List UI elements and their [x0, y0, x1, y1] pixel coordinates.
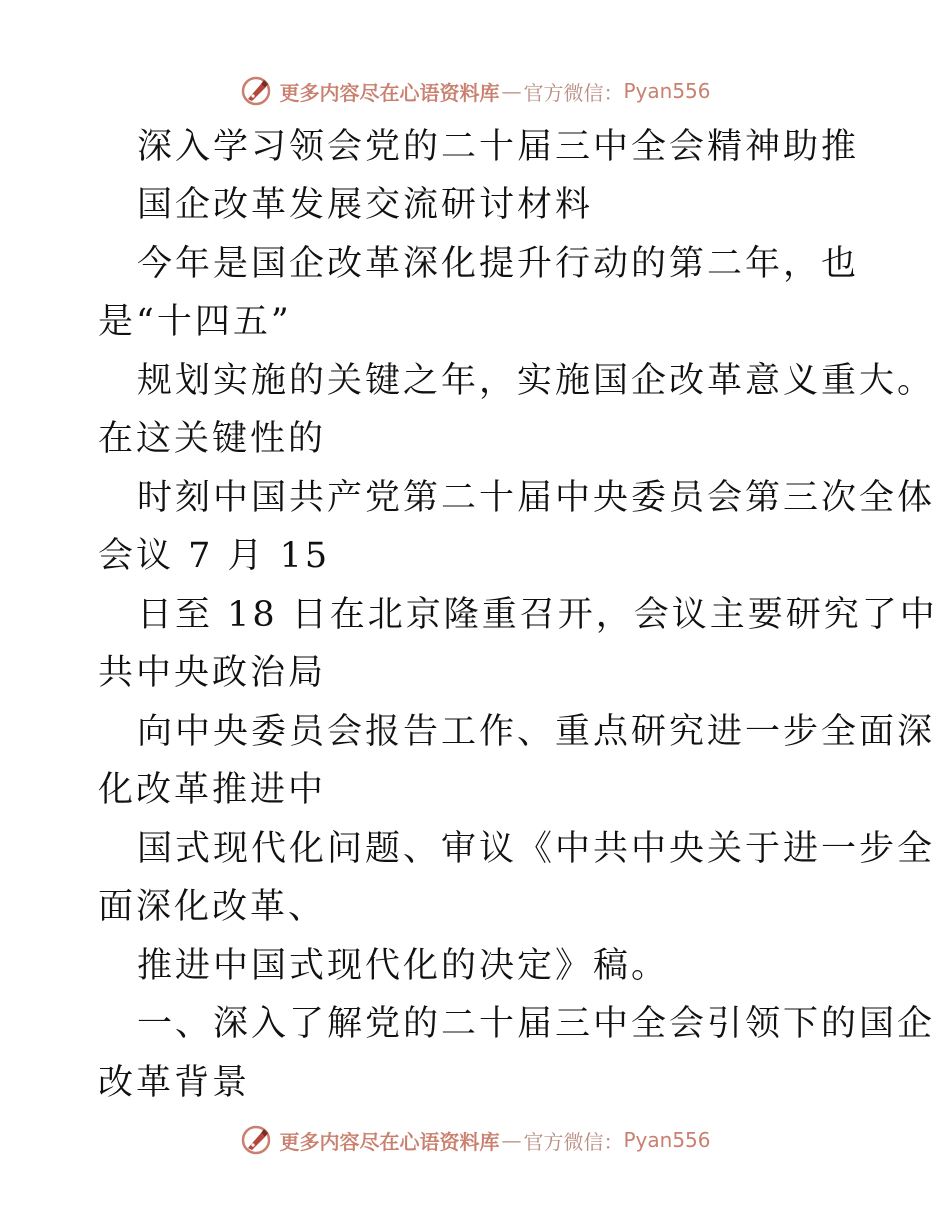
paragraph-line: 推进中国式现代化的决定》稿。: [137, 946, 670, 986]
paragraph-line: 共中央政治局: [98, 653, 327, 693]
doc-title-line-2: 国企改革发展交流研讨材料: [137, 185, 594, 225]
banner-wechat-label: 官方微信：: [523, 1129, 624, 1154]
pen-nib-logo-icon: [239, 74, 273, 108]
footer-banner: [0, 1120, 950, 1160]
doc-title-line-1: 深入学习领会党的二十届三中全会精神助推: [137, 127, 860, 167]
paragraph-line: 日至 18 日在北京隆重召开，会议主要研究了中: [137, 595, 938, 635]
banner-dash: —: [501, 1128, 522, 1152]
paragraph-line: 化改革推进中: [98, 770, 327, 810]
header-banner: [0, 71, 950, 111]
paragraph-line: 向中央委员会报告工作、重点研究进一步全面深: [137, 712, 936, 752]
paragraph-line: 时刻中国共产党第二十届中央委员会第三次全体: [137, 478, 936, 518]
banner-text: 更多内容尽在心语资料库: [279, 80, 500, 105]
banner-wechat-id: Pyan556: [623, 1128, 711, 1152]
banner-text: 更多内容尽在心语资料库: [279, 1129, 500, 1154]
banner-wechat-label: 官方微信：: [523, 80, 624, 105]
paragraph-line: 在这关键性的: [98, 419, 327, 459]
paragraph-line: 国式现代化问题、审议《中共中央关于进一步全: [137, 829, 936, 869]
paragraph-line: 是“十四五”: [98, 302, 292, 342]
paragraph-line: 规划实施的关键之年，实施国企改革意义重大。: [137, 361, 936, 401]
section-heading-line: 一、深入了解党的二十届三中全会引领下的国企: [137, 1004, 936, 1044]
paragraph-line: 会议 7 月 15: [98, 536, 331, 576]
pen-nib-logo-icon: [239, 1123, 273, 1157]
paragraph-line: 今年是国企改革深化提升行动的第二年，也: [137, 244, 860, 284]
banner-dash: —: [501, 79, 522, 103]
banner-wechat-id: Pyan556: [623, 79, 711, 103]
paragraph-line: 面深化改革、: [98, 887, 327, 927]
section-heading-line: 改革背景: [98, 1063, 251, 1103]
